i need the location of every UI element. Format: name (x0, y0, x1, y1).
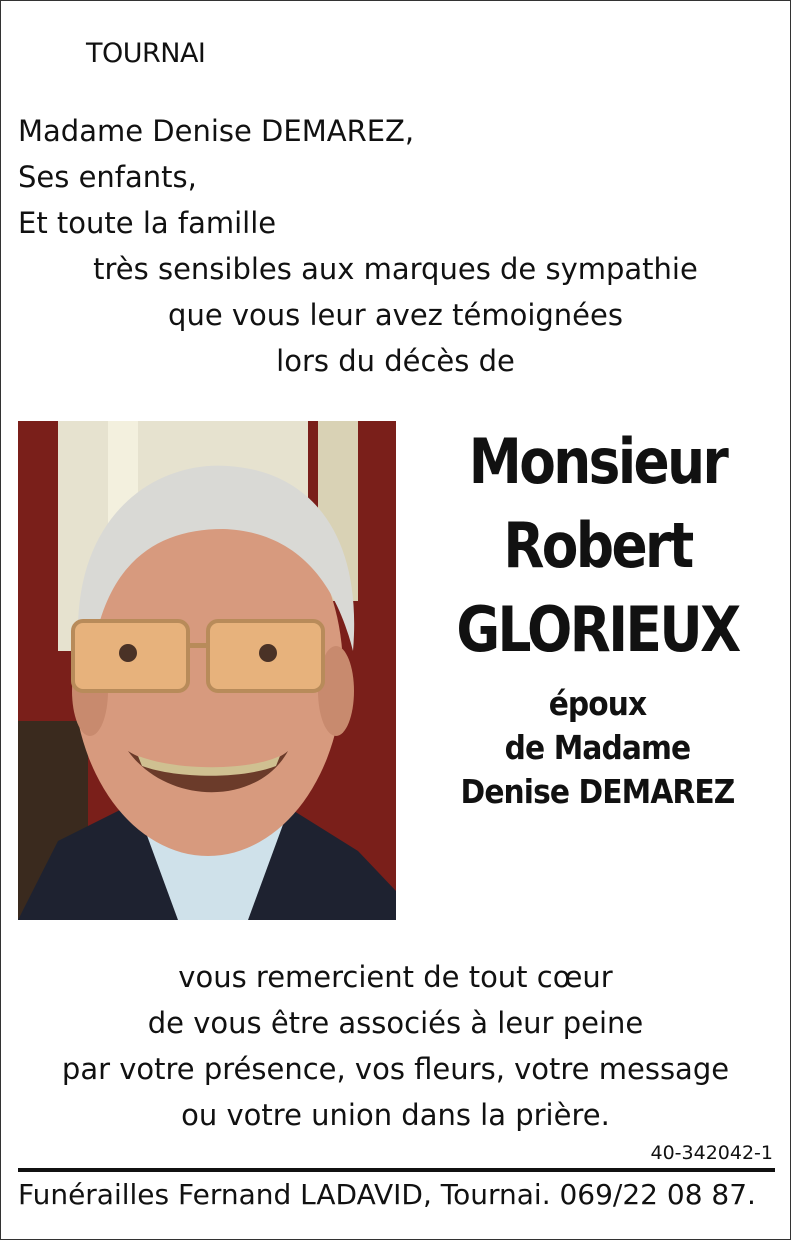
reference-number: 40-342042-1 (650, 1142, 773, 1164)
intro-line: Et toute la famille (18, 206, 277, 240)
portrait-photo (18, 421, 396, 920)
message-line: que vous leur avez témoignées (168, 298, 623, 332)
relation-line: époux (548, 684, 647, 723)
thanks-line: par votre présence, vos fleurs, votre message (61, 1052, 730, 1086)
deceased-first-name: Robert (503, 509, 692, 582)
thanks-line: de vous être associés à leur peine (147, 1006, 644, 1040)
divider (18, 1168, 775, 1172)
deceased-title: Monsieur (468, 425, 727, 498)
intro-line: Ses enfants, (18, 160, 197, 194)
funeral-home-footer: Funérailles Fernand LADAVID, Tournai. 069/22 08 87. (18, 1178, 756, 1211)
city-heading: TOURNAI (86, 38, 206, 69)
thanks-line: vous remercient de tout cœur (178, 960, 613, 994)
thanks-message (0, 954, 791, 1138)
portrait-illustration (18, 421, 396, 920)
message-line: lors du décès de (276, 344, 515, 378)
deceased-name-block (410, 420, 785, 814)
intro-line: Madame Denise DEMAREZ, (18, 114, 415, 148)
thanks-line: ou votre union dans la prière. (181, 1098, 610, 1132)
sympathy-message (0, 246, 791, 384)
deceased-last-name: GLORIEUX (456, 593, 739, 666)
relation-line: Denise DEMAREZ (460, 772, 735, 811)
intro-block (18, 108, 414, 246)
relation-line: de Madame (504, 728, 691, 767)
message-line: très sensibles aux marques de sympathie (93, 252, 698, 286)
